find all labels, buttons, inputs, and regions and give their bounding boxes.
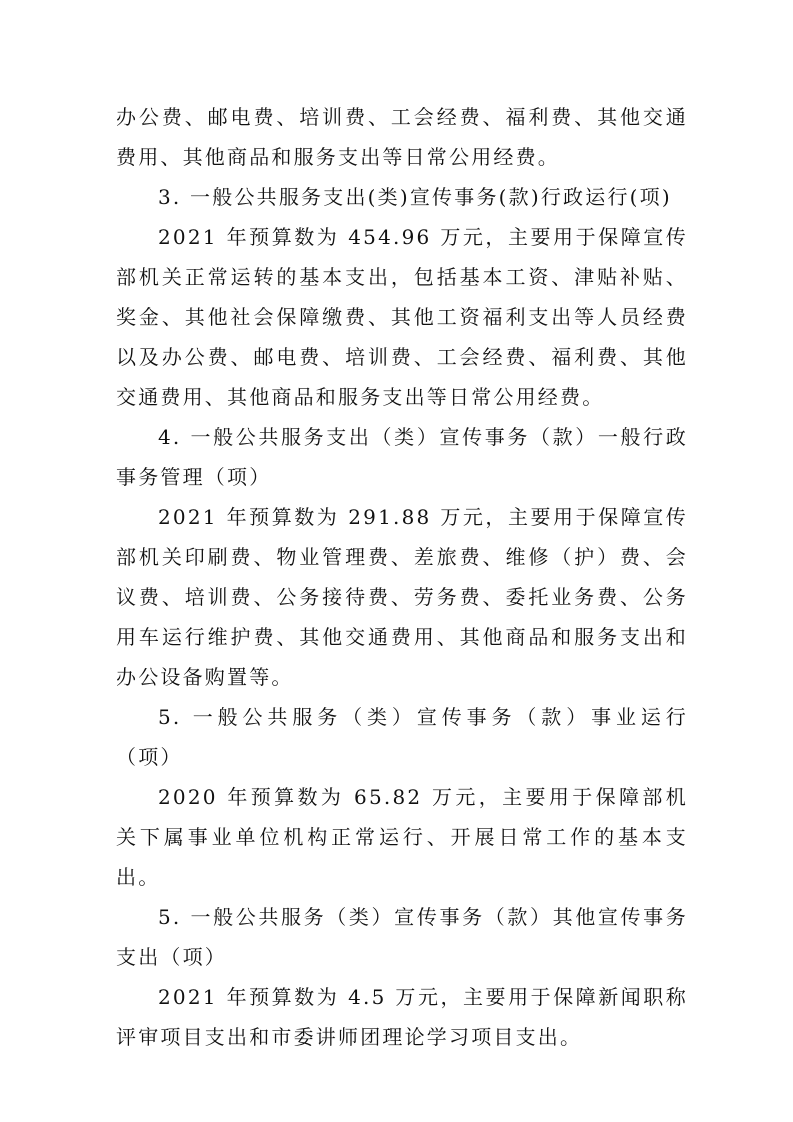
paragraph-item-5a: 2020 年预算数为 65.82 万元，主要用于保障部机关下属事业单位机构正常运行、开展日常工作的基本支出。 bbox=[116, 785, 688, 889]
heading-item-5b: 5. 一般公共服务（类）宣传事务（款）其他宣传事务支出（项） bbox=[116, 905, 688, 969]
heading-item-4: 4. 一般公共服务支出（类）宣传事务（款）一般行政事务管理（项） bbox=[116, 425, 688, 489]
paragraph-item-4: 2021 年预算数为 291.88 万元，主要用于保障宣传部机关印刷费、物业管理费、差旅费、维修（护）费、会议费、培训费、公务接待费、劳务费、委托业务费、公务用车运行维护费、其他交通费用、其他商品和服务支出和办公设备购置等。 bbox=[116, 505, 688, 689]
paragraph-item-5b: 2021 年预算数为 4.5 万元，主要用于保障新闻职称评审项目支出和市委讲师团理论学习项目支出。 bbox=[116, 985, 688, 1049]
heading-item-5a: 5. 一般公共服务（类）宣传事务（款）事业运行（项） bbox=[116, 705, 688, 769]
heading-item-3: 3. 一般公共服务支出(类)宣传事务(款)行政运行(项) bbox=[158, 185, 672, 209]
paragraph-item-3: 2021 年预算数为 454.96 万元，主要用于保障宣传部机关正常运转的基本支出，包括基本工资、津贴补贴、奖金、其他社会保障缴费、其他工资福利支出等人员经费以及办公费、邮电费、培训费、工会经费、福利费、其他交通费用、其他商品和服务支出等日常公用经费。 bbox=[116, 225, 688, 409]
document-body bbox=[116, 97, 688, 1057]
paragraph-continued-expenses: 办公费、邮电费、培训费、工会经费、福利费、其他交通费用、其他商品和服务支出等日常公用经费。 bbox=[116, 105, 688, 169]
